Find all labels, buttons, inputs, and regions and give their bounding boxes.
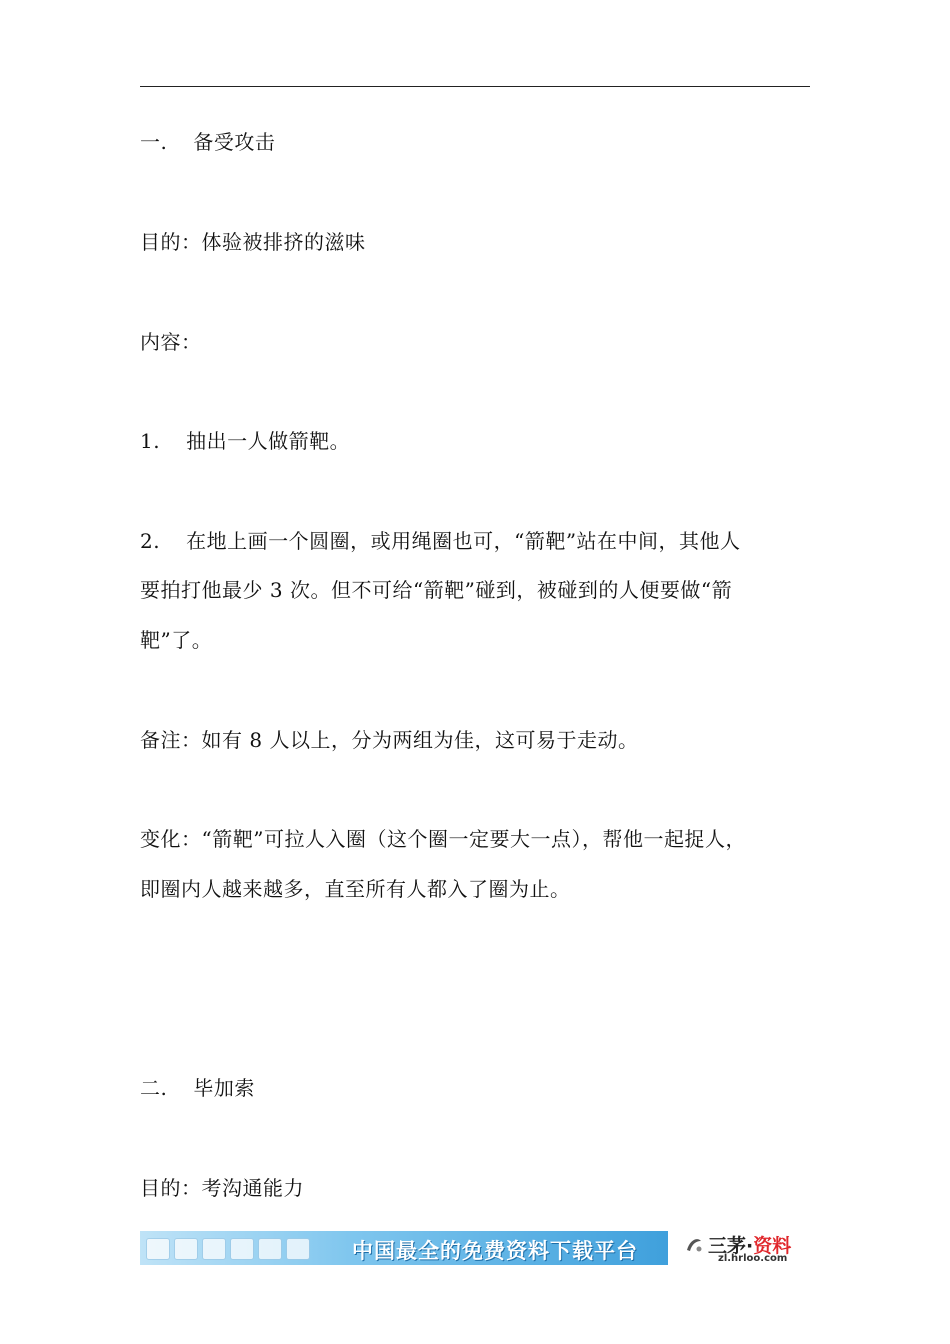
- section-2-title: 毕加索: [193, 1076, 255, 1100]
- section-2-heading: [140, 1076, 255, 1100]
- section-1-note: 备注：如有 8 人以上，分为两组为佳，这可易于走动。: [140, 728, 639, 752]
- step-2-continuation-1: 要拍打他最少 3 次。但不可给“箭靶”碰到，被碰到的人便要做“箭: [140, 578, 733, 602]
- section-1-variation-line-2: 即圈内人越来越多，直至所有人都入了圈为止。: [140, 877, 571, 901]
- banner-text: 中国最全的免费资料下载平台: [352, 1239, 638, 1263]
- footer-logo[interactable]: [684, 1231, 814, 1269]
- step-1: [140, 429, 350, 453]
- footer-banner[interactable]: [140, 1231, 668, 1265]
- step-2-number: 2.: [140, 529, 161, 553]
- section-1-content-label: 内容：: [140, 330, 202, 354]
- step-2-text: 在地上画一个圆圈，或用绳圈也可，“箭靶”站在中间，其他人: [186, 529, 741, 553]
- step-2-continuation-2: 靶”了。: [140, 628, 213, 652]
- logo-text-primary: 三茅·: [708, 1235, 754, 1257]
- logo-url: zl.hrloo.com: [718, 1253, 788, 1264]
- section-1-purpose: 目的：体验被排挤的滋味: [140, 230, 366, 254]
- section-1-variation-line-1: 变化：“箭靶”可拉人入圈（这个圈一定要大一点），帮他一起捉人，: [140, 827, 746, 851]
- step-1-number: 1.: [140, 429, 161, 453]
- step-2: [140, 529, 741, 553]
- header-rule: [140, 86, 810, 87]
- step-1-text: 抽出一人做箭靶。: [186, 429, 351, 453]
- logo-swirl-icon: [684, 1235, 704, 1255]
- section-2-purpose: 目的：考沟通能力: [140, 1176, 304, 1200]
- section-1-heading: [140, 130, 275, 154]
- section-2-number: 二.: [140, 1076, 168, 1100]
- section-1-title: 备受攻击: [193, 130, 276, 154]
- logo-text-accent: 资料: [753, 1235, 792, 1257]
- banner-decoration-icons: [146, 1235, 336, 1261]
- section-1-number: 一.: [140, 130, 168, 154]
